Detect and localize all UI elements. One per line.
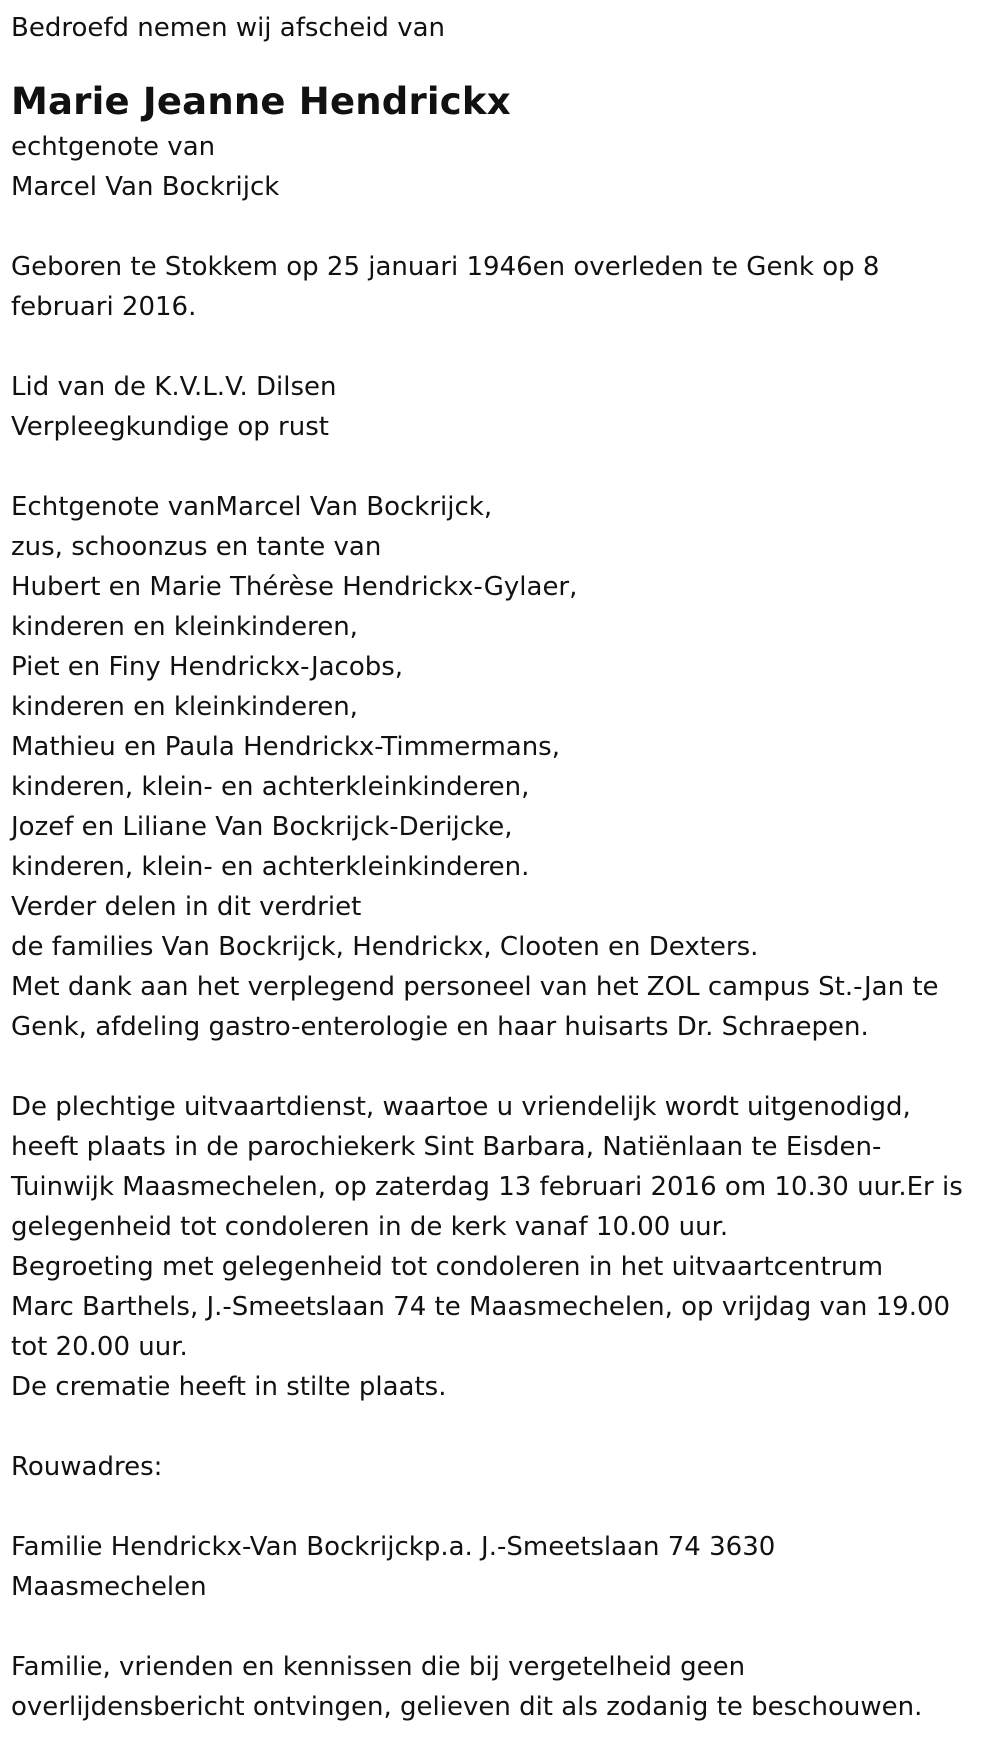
family-line: Hubert en Marie Thérèse Hendrickx-Gylaer, bbox=[11, 572, 578, 602]
family-block bbox=[11, 487, 991, 1047]
family-line: Met dank aan het verplegend personeel van het ZOL campus St.-Jan te bbox=[11, 972, 939, 1002]
ceremony-line: heeft plaats in de parochiekerk Sint Barbara, Natiënlaan te Eisden- bbox=[11, 1132, 882, 1162]
occupation-line: Verpleegkundige op rust bbox=[11, 412, 329, 442]
birth-death-line: Geboren te Stokkem op 25 januari 1946en overleden te Genk op 8 bbox=[11, 252, 880, 282]
mourning-address-line: Familie Hendrickx-Van Bockrijckp.a. J.-Smeetslaan 74 3630 bbox=[11, 1532, 776, 1562]
mourning-address-block bbox=[11, 1527, 991, 1607]
intro-text: Bedroefd nemen wij afscheid van bbox=[11, 13, 445, 43]
ceremony-line: De crematie heeft in stilte plaats. bbox=[11, 1372, 447, 1402]
family-line: Verder delen in dit verdriet bbox=[11, 892, 362, 922]
closing-line: overlijdensbericht ontvingen, gelieven dit als zodanig te beschouwen. bbox=[11, 1692, 923, 1722]
mourning-address-label: Rouwadres: bbox=[11, 1452, 163, 1482]
spacer bbox=[11, 1607, 991, 1647]
ceremony-line: Tuinwijk Maasmechelen, op zaterdag 13 februari 2016 om 10.30 uur.Er is bbox=[11, 1172, 963, 1202]
family-line: Mathieu en Paula Hendrickx-Timmermans, bbox=[11, 732, 560, 762]
family-line: kinderen, klein- en achterkleinkinderen. bbox=[11, 852, 530, 882]
spouse-line: echtgenote van bbox=[11, 132, 216, 162]
mourning-address-line: Maasmechelen bbox=[11, 1572, 207, 1602]
occupation-block bbox=[11, 367, 991, 447]
ceremony-line: gelegenheid tot condoleren in de kerk vanaf 10.00 uur. bbox=[11, 1212, 729, 1242]
spacer bbox=[11, 327, 991, 367]
closing-block bbox=[11, 1647, 991, 1727]
ceremony-line: tot 20.00 uur. bbox=[11, 1332, 188, 1362]
spacer bbox=[11, 1047, 991, 1087]
spouse-block bbox=[11, 127, 991, 207]
birth-death-block bbox=[11, 247, 991, 327]
family-line: Jozef en Liliane Van Bockrijck-Derijcke, bbox=[11, 812, 513, 842]
spacer bbox=[11, 447, 991, 487]
spacer bbox=[11, 1407, 991, 1447]
family-line: kinderen, klein- en achterkleinkinderen, bbox=[11, 772, 530, 802]
occupation-line: Lid van de K.V.L.V. Dilsen bbox=[11, 372, 337, 402]
family-line: Genk, afdeling gastro-enterologie en haar huisarts Dr. Schraepen. bbox=[11, 1012, 869, 1042]
family-line: Echtgenote vanMarcel Van Bockrijck, bbox=[11, 492, 493, 522]
ceremony-line: Begroeting met gelegenheid tot condoleren in het uitvaartcentrum bbox=[11, 1252, 884, 1282]
closing-line: Familie, vrienden en kennissen die bij vergetelheid geen bbox=[11, 1652, 746, 1682]
ceremony-block bbox=[11, 1087, 991, 1407]
spouse-line: Marcel Van Bockrijck bbox=[11, 172, 280, 202]
family-line: zus, schoonzus en tante van bbox=[11, 532, 382, 562]
birth-death-line: februari 2016. bbox=[11, 292, 197, 322]
ceremony-line: De plechtige uitvaartdienst, waartoe u vriendelijk wordt uitgenodigd, bbox=[11, 1092, 911, 1122]
spacer bbox=[11, 1487, 991, 1527]
family-line: kinderen en kleinkinderen, bbox=[11, 612, 358, 642]
ceremony-line: Marc Barthels, J.-Smeetslaan 74 te Maasmechelen, op vrijdag van 19.00 bbox=[11, 1292, 951, 1322]
family-line: Piet en Finy Hendrickx-Jacobs, bbox=[11, 652, 404, 682]
family-line: kinderen en kleinkinderen, bbox=[11, 692, 358, 722]
spacer bbox=[11, 207, 991, 247]
deceased-name: Marie Jeanne Hendrickx bbox=[11, 80, 511, 123]
family-line: de families Van Bockrijck, Hendrickx, Clooten en Dexters. bbox=[11, 932, 759, 962]
